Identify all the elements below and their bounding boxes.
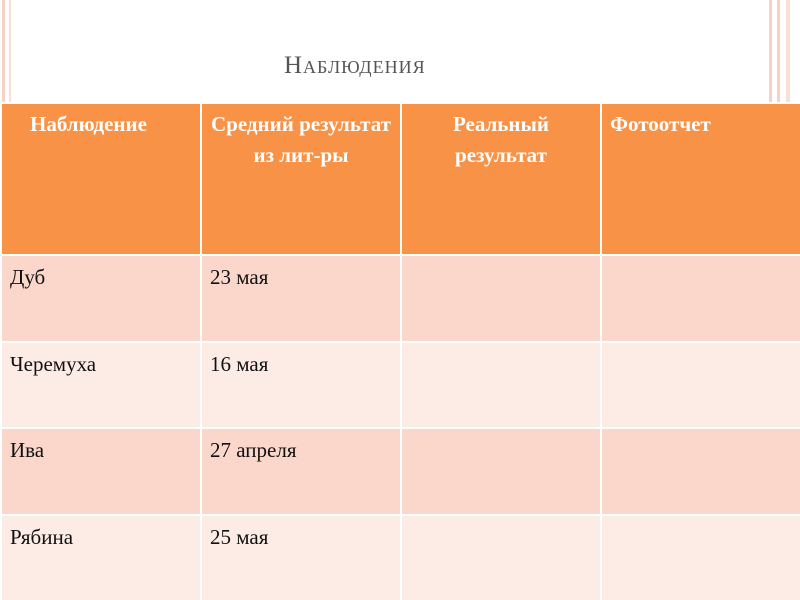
cell-photo-report[interactable]: [601, 515, 800, 600]
cell-photo-report[interactable]: [601, 255, 800, 342]
cell-literature-result: 25 мая: [201, 515, 401, 600]
cell-real-result[interactable]: [401, 515, 601, 600]
table-row: [1, 342, 800, 428]
observations-table: [0, 102, 800, 600]
cell-observation: Дуб: [1, 255, 201, 342]
cell-photo-report[interactable]: [601, 428, 800, 515]
cell-observation: Черемуха: [1, 342, 201, 428]
table-row: [1, 255, 800, 342]
decorative-stripe: [2, 0, 5, 102]
cell-literature-result: 23 мая: [201, 255, 401, 342]
decorative-stripe: [9, 0, 11, 102]
cell-literature-result: 27 апреля: [201, 428, 401, 515]
cell-observation: Ива: [1, 428, 201, 515]
cell-real-result[interactable]: [401, 342, 601, 428]
decorative-stripe: [786, 0, 790, 102]
header-photo-report: Фотоотчет: [601, 103, 800, 255]
slide-title: Наблюдения: [284, 52, 426, 79]
header-observation: Наблюдение: [1, 103, 201, 255]
cell-observation: Рябина: [1, 515, 201, 600]
decorative-stripe: [769, 0, 772, 102]
cell-real-result[interactable]: [401, 428, 601, 515]
table-header-row: [1, 103, 800, 255]
table-row: [1, 428, 800, 515]
decorative-stripe: [777, 0, 780, 102]
cell-photo-report[interactable]: [601, 342, 800, 428]
cell-literature-result: 16 мая: [201, 342, 401, 428]
table-row: [1, 515, 800, 600]
header-literature-result: Средний результат из лит-ры: [201, 103, 401, 255]
header-real-result: Реальный результат: [401, 103, 601, 255]
cell-real-result[interactable]: [401, 255, 601, 342]
